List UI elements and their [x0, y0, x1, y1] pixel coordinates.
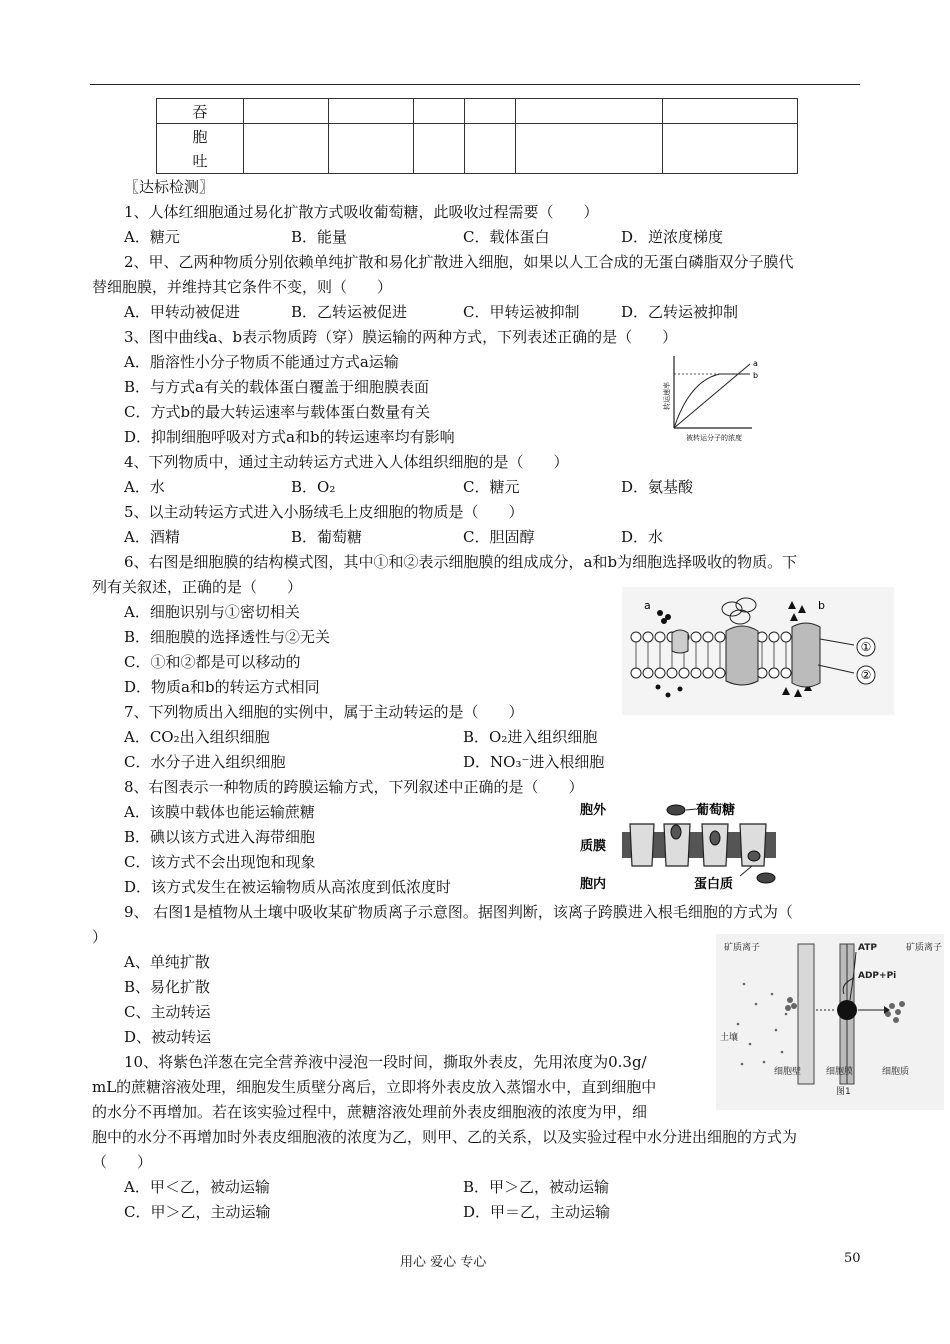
option: A、单纯扩散: [124, 953, 210, 971]
question-stem: 7、下列物质出入细胞的实例中，属于主动转运的是（ ）: [124, 703, 524, 721]
wall-label: 细胞壁: [774, 1067, 802, 1077]
question-stem: 列有关叙述，正确的是（ ）: [92, 578, 303, 596]
atp-label: ATP: [858, 943, 878, 953]
option: C．①和②都是可以移动的: [124, 653, 301, 671]
option: C．水分子进入组织细胞: [124, 753, 286, 771]
cell-membrane-figure: [622, 587, 894, 715]
inside-label: 胞内: [580, 877, 607, 892]
option: B．甲＞乙，被动运输: [463, 1178, 610, 1196]
question-stem: 5、以主动转运方式进入小肠绒毛上皮细胞的物质是（ ）: [124, 503, 524, 521]
question-stem: 9、 右图1是植物从土壤中吸收某矿物质离子示意图。据图判断，该离子跨膜进入根毛细胞的方式为（: [124, 903, 793, 921]
table-cell: [516, 124, 663, 174]
option: C．该方式不会出现饱和现象: [124, 853, 316, 871]
option: C．甲转运被抑制: [463, 303, 580, 321]
x-axis-label: 被转运分子的浓度: [686, 434, 742, 442]
question-stem: 6、右图是细胞膜的结构模式图，其中①和②表示细胞膜的组成成分，a和b为细胞选择吸收的物质。下: [124, 553, 798, 571]
question-stem: ）: [92, 928, 108, 946]
question-stem: mL的蔗糖溶液处理，细胞发生质壁分离后，立即将外表皮放入蒸馏水中，直到细胞中: [92, 1078, 657, 1096]
option: D．氨基酸: [621, 478, 694, 496]
option: A．CO₂出入组织细胞: [124, 728, 270, 746]
option: C．糖元: [463, 478, 520, 496]
option: A．水: [124, 478, 165, 496]
table-row-label-line: 吐: [192, 151, 208, 170]
option: A．脂溶性小分子物质不能通过方式a运输: [124, 353, 399, 371]
option: D．乙转运被抑制: [621, 303, 739, 321]
table-row: [157, 99, 798, 124]
page-number: 50: [844, 1251, 861, 1266]
option: C．胆固醇: [463, 528, 535, 546]
option: A．该膜中载体也能运输蔗糖: [124, 803, 315, 821]
table-row-label: 吞: [157, 99, 244, 124]
adp-label: ADP+Pi: [858, 971, 897, 981]
option: B．能量: [291, 228, 348, 246]
option: D．抑制细胞呼吸对方式a和b的转运速率均有影响: [124, 428, 455, 446]
table-cell: [663, 124, 798, 174]
soil-label: 土壤: [720, 1033, 739, 1043]
question-stem: 替细胞膜，并维持其它条件不变，则（ ）: [92, 278, 393, 296]
option: C．方式b的最大转运速率与载体蛋白数量有关: [124, 403, 431, 421]
table-cell: [329, 124, 414, 174]
option: B．葡萄糖: [291, 528, 363, 546]
curve-a-label: a: [753, 359, 758, 368]
option: B、易化扩散: [124, 978, 211, 996]
table-cell: [329, 99, 414, 124]
question-stem: 8、右图表示一种物质的跨膜运输方式，下列叙述中正确的是（ ）: [124, 778, 584, 796]
table-cell: [244, 124, 329, 174]
table-cell: [663, 99, 798, 124]
protein-label: 蛋白质: [694, 877, 734, 892]
option: C．甲＞乙，主动运输: [124, 1203, 271, 1221]
table-cell: [516, 99, 663, 124]
option: D．逆浓度梯度: [621, 228, 724, 246]
marker-1-label: ①: [860, 640, 872, 654]
cytoplasm-label: 细胞质: [882, 1067, 910, 1077]
membrane-label: 细胞膜: [826, 1067, 854, 1077]
ion-uptake-figure: [716, 934, 944, 1110]
membrane-label: 质膜: [580, 839, 607, 854]
substance-b-label: b: [818, 599, 825, 612]
option: D．甲＝乙，主动运输: [463, 1203, 611, 1221]
option: B．与方式a有关的载体蛋白覆盖于细胞膜表面: [124, 378, 429, 396]
option: B．碘以该方式进入海带细胞: [124, 828, 316, 846]
option: D．水: [621, 528, 664, 546]
option: D．该方式发生在被运输物质从高浓度到低浓度时: [124, 878, 452, 896]
table-cell: [414, 99, 465, 124]
continued-table: [156, 98, 798, 174]
table-row: [157, 124, 798, 174]
table-row-label-line: 胞: [192, 127, 208, 146]
question-stem: 3、图中曲线a、b表示物质跨（穿）膜运输的两种方式，下列表述正确的是（ ）: [124, 328, 678, 346]
question-stem: （ ）: [92, 1153, 153, 1171]
table-cell: [465, 99, 516, 124]
ion-right-label: 矿质离子: [906, 943, 943, 953]
option: A．甲＜乙，被动运输: [124, 1178, 270, 1196]
glucose-label: 葡萄糖: [696, 803, 736, 818]
option: C．载体蛋白: [463, 228, 550, 246]
option: A．甲转动被促进: [124, 303, 240, 321]
question-stem: 1、人体红细胞通过易化扩散方式吸收葡萄糖，此吸收过程需要（ ）: [124, 203, 599, 221]
table-cell: [244, 99, 329, 124]
option: A．细胞识别与①密切相关: [124, 603, 300, 621]
header-rule: [90, 84, 860, 85]
question-stem: 4、下列物质中，通过主动转运方式进入人体组织细胞的是（ ）: [124, 453, 569, 471]
table-row-label: [157, 124, 244, 174]
carrier-transport-figure: [578, 798, 788, 892]
question-stem: 的水分不再增加。若在该实验过程中，蔗糖溶液处理前外表皮细胞液的浓度为甲，细: [92, 1103, 648, 1121]
option: D．NO₃⁻进入根细胞: [463, 753, 605, 771]
marker-2-label: ②: [860, 668, 872, 682]
section-title: 〖达标检测〗: [124, 178, 215, 196]
table-cell: [465, 124, 516, 174]
outside-label: 胞外: [580, 803, 607, 818]
option: A．酒精: [124, 528, 180, 546]
option: B．细胞膜的选择透性与②无关: [124, 628, 331, 646]
option: A．糖元: [124, 228, 180, 246]
ion-left-label: 矿质离子: [724, 943, 761, 953]
option: D、被动转运: [124, 1028, 212, 1046]
y-axis-label: 转运速率: [663, 382, 671, 410]
option: B．O₂: [291, 478, 336, 496]
question-stem: 2、甲、乙两种物质分别依赖单纯扩散和易化扩散进入细胞，如果以人工合成的无蛋白磷脂双分子膜代: [124, 253, 794, 271]
option: B．乙转运被促进: [291, 303, 408, 321]
transport-rate-figure: [660, 350, 760, 446]
footer-slogan: 用心 爱心 专心: [400, 1255, 487, 1270]
option: D．物质a和b的转运方式相同: [124, 678, 320, 696]
substance-a-label: a: [644, 599, 651, 612]
table-cell: [414, 124, 465, 174]
question-stem: 胞中的水分不再增加时外表皮细胞液的浓度为乙，则甲、乙的关系，以及实验过程中水分进出细胞的方式为: [92, 1128, 798, 1146]
option: C、主动转运: [124, 1003, 211, 1021]
figure-caption: 图1: [836, 1087, 851, 1097]
curve-b-label: b: [753, 371, 759, 380]
option: B．O₂进入组织细胞: [463, 728, 598, 746]
question-stem: 10、将紫色洋葱在完全营养液中浸泡一段时间，撕取外表皮，先用浓度为0.3g/: [124, 1053, 647, 1071]
